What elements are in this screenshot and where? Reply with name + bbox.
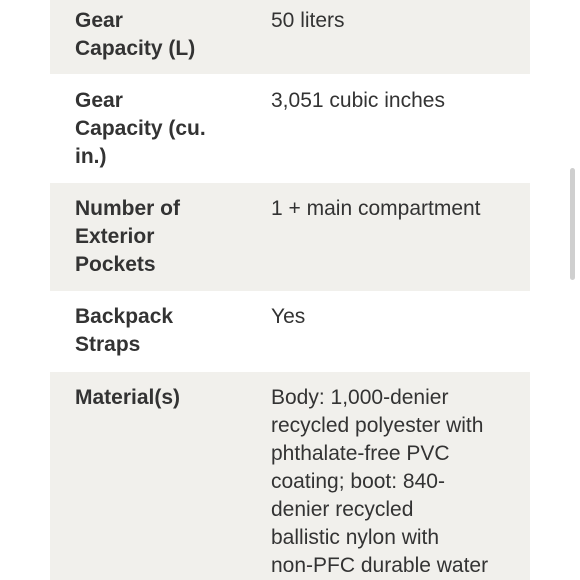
spec-row-gear-capacity-cu-in [50,74,530,183]
spec-label: Backpack Straps [75,305,174,356]
spec-value: Yes [271,305,306,328]
spec-value: 3,051 cubic inches [271,89,445,112]
scrollbar-thumb[interactable] [570,168,575,280]
spec-label: Gear Capacity (cu. in.) [75,89,206,168]
spec-label: Material(s) [75,386,181,409]
spec-row-backpack-straps [50,291,530,372]
spec-value: 1 + main compartment [271,197,481,220]
spec-row-gear-capacity-l [50,0,530,74]
spec-row-exterior-pockets [50,183,530,291]
spec-value: Body: 1,000-denier recycled polyester with phthalate-free PVC coating; boot: 840- denier recycled ballistic nylon with non-PFC durable water [271,386,489,577]
specs-table [50,0,530,580]
spec-label: Gear Capacity (L) [75,9,196,60]
spec-row-materials [50,372,530,580]
spec-label: Number of Exterior Pockets [75,197,180,276]
spec-value: 50 liters [271,9,345,32]
